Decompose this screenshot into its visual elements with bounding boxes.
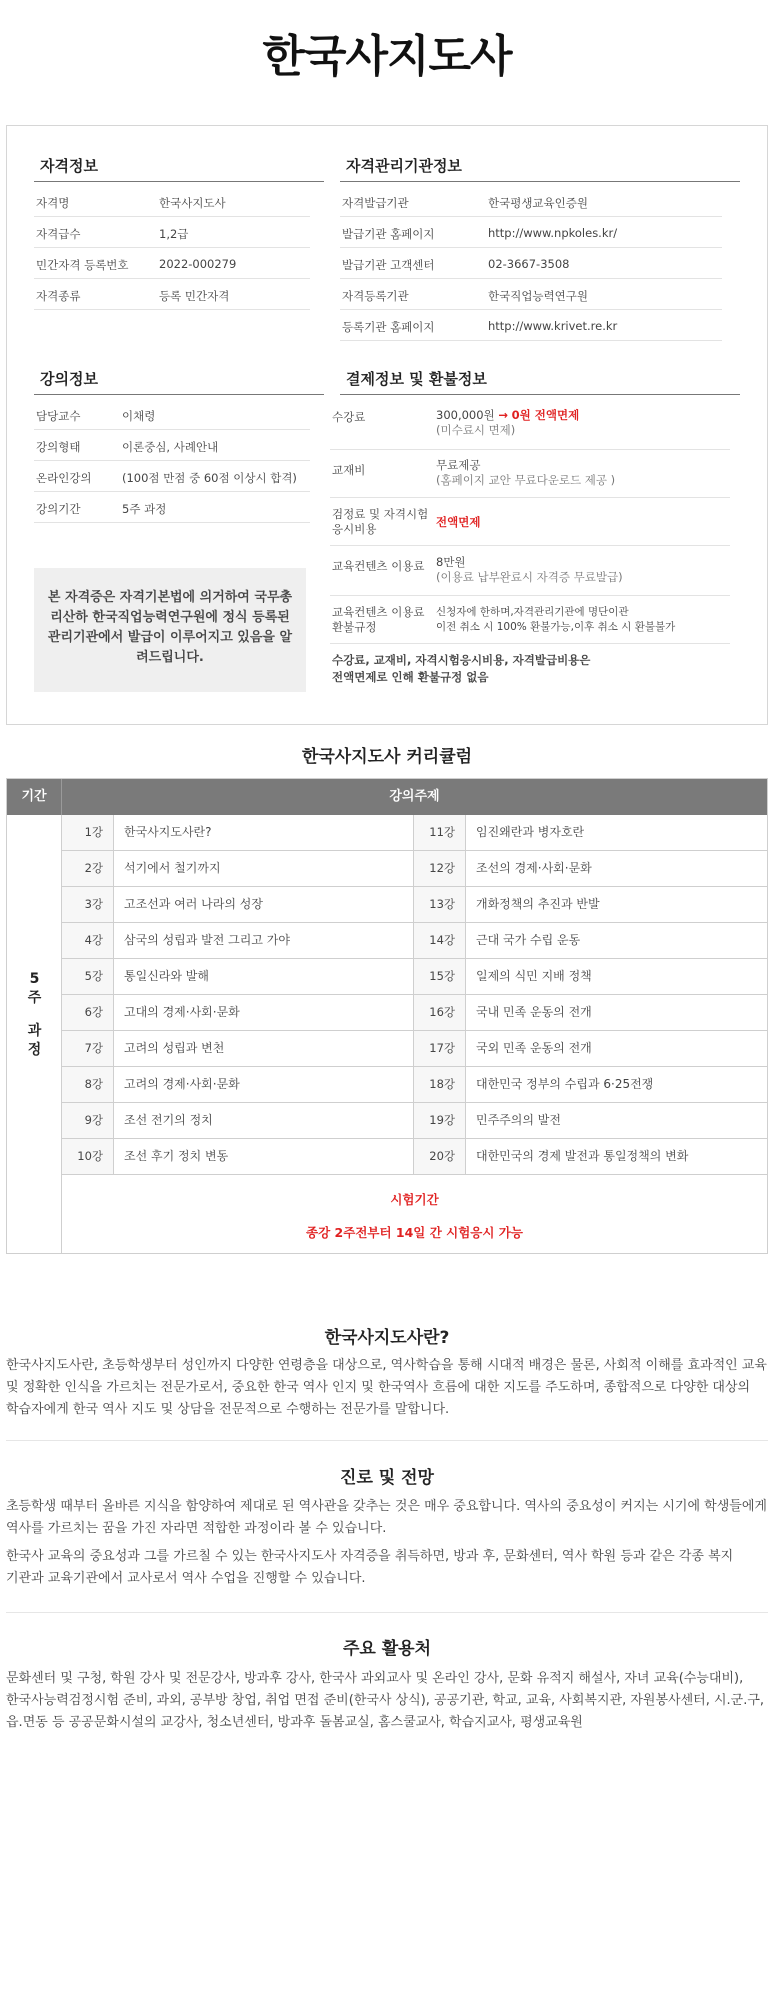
agency-row-registrar-homepage (340, 310, 722, 341)
table-row (62, 923, 767, 959)
exam-period-title: 시험기간 (390, 1192, 439, 1207)
usage-title: 주요 활용처 (342, 1639, 432, 1659)
lecture-number: 16강 (414, 995, 466, 1030)
qualification-value: 한국사지도사 (159, 196, 226, 210)
lecture-number: 17강 (414, 1031, 466, 1066)
section-divider (6, 1440, 768, 1441)
tuition-value (436, 408, 579, 438)
lecture-key: 담당교수 (36, 409, 81, 423)
lecture-number: 4강 (62, 923, 114, 958)
lecture-topic: 임진왜란과 병자호란 (476, 825, 585, 839)
agency-heading: 자격관리기관정보 (346, 157, 462, 175)
lecture-number: 19강 (414, 1103, 466, 1138)
usage-text: 문화센터 및 구청, 학원 강사 및 전문강사, 방과후 강사, 한국사 과외교사 및 온라인 강사, 문화 유적지 해설사, 자녀 교육(수능대비), 한국사능력검정시험 준비, 과외, 공부방 창업, 취업 면접 준비(한국사 상식), 공공기관, 학교, 교육, 사회복지관, 자원봉사센터, 시.군.구,읍.면동 등 공공문화시설의 교강사, 청소년센터, 방과후 돌봄교실, 홈스쿨교사, 학습지교사, 평생교육원 (6, 1671, 765, 1730)
refund-line: 신청자에 한하며,자격관리기관에 명단이관 (436, 606, 629, 618)
career-text-2: 한국사 교육의 중요성과 그를 가르칠 수 있는 한국사지도사 자격증을 취득하면, 방과 후, 문화센터, 역사 학원 등과 같은 각종 복지 기관과 교육기관에서 교사로서 역사 수업을 진행할 수 있습니다. (6, 1549, 734, 1586)
content-note: (이용료 납부완료시 자격증 무료발급) (436, 570, 623, 584)
lecture-number: 15강 (414, 959, 466, 994)
lecture-key: 온라인강의 (36, 471, 92, 485)
agency-row-issuer (340, 186, 722, 217)
table-row (62, 851, 767, 887)
lecture-number: 20강 (414, 1139, 466, 1174)
qualification-key: 자격종류 (36, 289, 81, 303)
exam-key-line: 검정료 및 자격시험 (332, 507, 429, 521)
lecture-number: 18강 (414, 1067, 466, 1102)
period-label: 정 (27, 1042, 42, 1058)
table-row (62, 1031, 767, 1067)
about-title: 한국사지도사란? (324, 1328, 450, 1348)
payment-row-refund (330, 596, 730, 644)
agency-key: 발급기관 홈페이지 (342, 227, 435, 241)
payment-key: 수강료 (332, 410, 366, 424)
lecture-number: 1강 (62, 815, 114, 850)
lecture-number: 9강 (62, 1103, 114, 1138)
table-row (62, 887, 767, 923)
refund-key-line: 교육컨텐츠 이용료 (332, 605, 425, 619)
content-main: 8만원 (436, 555, 466, 569)
lecture-row-online (34, 461, 310, 492)
payment-heading: 결제정보 및 환불정보 (346, 370, 487, 388)
lecture-topic: 조선의 경제·사회·문화 (476, 861, 592, 875)
lecture-topic: 국외 민족 운동의 전개 (476, 1041, 592, 1055)
lecture-topic: 일제의 식민 지배 정책 (476, 969, 592, 983)
agency-key: 발급기관 고객센터 (342, 258, 435, 272)
agency-row-homepage (340, 217, 722, 248)
period-label: 과 (27, 1023, 42, 1039)
lecture-row-period (34, 492, 310, 523)
agency-key: 자격등록기관 (342, 289, 409, 303)
period-number: 5 (29, 971, 40, 987)
exam-value: 전액면제 (436, 515, 481, 529)
career-text-1: 초등학생 때부터 올바른 지식을 함양하여 제대로 된 역사관을 갖추는 것은 매우 중요합니다. 역사의 중요성이 커지는 시기에 학생들에게 역사를 가르치는 꿈을 가진 자라면 적합한 과정이라 볼 수 있습니다. (6, 1499, 767, 1536)
lecture-topic: 국내 민족 운동의 전개 (476, 1005, 592, 1019)
lecture-value: 5주 과정 (122, 502, 167, 516)
lecture-value: (100점 만점 중 60점 이상시 합격) (122, 471, 297, 485)
lecture-topic: 개화정책의 추진과 반발 (476, 897, 600, 911)
refund-line: 이전 취소 시 100% 환불가능,이후 취소 시 환불불가 (436, 621, 676, 633)
material-value (436, 458, 615, 488)
agency-value: 02-3667-3508 (488, 257, 570, 271)
agency-divider (340, 181, 740, 182)
exam-key-line: 응시비용 (332, 522, 377, 536)
lecture-topic: 조선 전기의 정치 (114, 1103, 414, 1138)
lecture-topic: 한국사지도사란? (114, 815, 414, 850)
lecture-number: 12강 (414, 851, 466, 886)
qualification-value: 2022-000279 (159, 257, 237, 271)
table-row (62, 959, 767, 995)
refund-key-line: 환불규정 (332, 620, 377, 634)
qualification-divider (34, 181, 324, 182)
lecture-key: 강의기간 (36, 502, 81, 516)
about-text: 한국사지도사란, 초등학생부터 성인까지 다양한 연령층을 대상으로, 역사학습을 통해 시대적 배경은 물론, 사회적 이해를 효과적인 교육 및 정확한 인식을 가르치는 전문가로서, 중요한 한국 역사 인지 및 한국역사 흐름에 대한 지도를 주도하며, 종합적으로 다양한 대상의 학습자에게 한국 역사 지도 및 상담을 전문적으로 수행하는 전문가를 말합니다. (6, 1358, 767, 1417)
agency-row-phone (340, 248, 722, 279)
table-row (62, 1139, 767, 1175)
tuition-free: 0원 전액면제 (511, 408, 580, 422)
lecture-topic: 석기에서 철기까지 (114, 851, 414, 886)
page-title: 한국사지도사 (262, 31, 512, 82)
agency-row-registrar (340, 279, 722, 310)
lecture-number: 6강 (62, 995, 114, 1030)
payment-divider (340, 394, 740, 395)
section-divider (6, 1612, 768, 1613)
exam-key (332, 507, 428, 537)
payment-row-exam (330, 498, 730, 546)
payment-footer-line: 수강료, 교재비, 자격시험응시비용, 자격발급비용은 (332, 653, 591, 667)
payment-row-content (330, 546, 730, 596)
payment-footer (332, 652, 590, 686)
curriculum-table (6, 778, 768, 1254)
lecture-topic: 대한민국 정부의 수립과 6·25전쟁 (476, 1077, 654, 1091)
lecture-number: 13강 (414, 887, 466, 922)
lecture-number: 2강 (62, 851, 114, 886)
table-row (62, 1067, 767, 1103)
payment-row-tuition (330, 400, 730, 450)
lecture-number: 11강 (414, 815, 466, 850)
qualification-row-type (34, 279, 310, 310)
lecture-topic: 고려의 성립과 변천 (114, 1031, 414, 1066)
exam-period-box (62, 1175, 767, 1253)
lecture-number: 14강 (414, 923, 466, 958)
curriculum-title: 한국사지도사 커리큘럼 (301, 747, 473, 767)
lecture-row-professor (34, 399, 310, 430)
column-header-period: 기간 (7, 779, 62, 815)
refund-value (436, 605, 675, 635)
qualification-key: 민간자격 등록번호 (36, 258, 129, 272)
qualification-key: 자격명 (36, 196, 70, 210)
qualification-heading: 자격정보 (40, 157, 98, 175)
qualification-row-regno (34, 248, 310, 279)
payment-key: 교재비 (332, 463, 366, 477)
lecture-number: 5강 (62, 959, 114, 994)
tuition-price: 300,000원 (436, 408, 495, 422)
exam-period-desc: 종강 2주전부터 14일 간 시험응시 가능 (306, 1225, 523, 1240)
lecture-number: 3강 (62, 887, 114, 922)
lecture-topic: 민주주의의 발전 (476, 1113, 561, 1127)
qualification-row-name (34, 186, 310, 217)
payment-footer-line: 전액면제로 인해 환불규정 없음 (332, 670, 489, 684)
lecture-topic: 고려의 경제·사회·문화 (114, 1067, 414, 1102)
qualification-value: 1,2급 (159, 227, 189, 241)
lecture-topic: 고조선과 여러 나라의 성장 (114, 887, 414, 922)
lecture-topic: 근대 국가 수립 운동 (476, 933, 581, 947)
lecture-topic: 조선 후기 정치 변동 (114, 1139, 414, 1174)
arrow-icon: → (498, 408, 508, 422)
lecture-row-format (34, 430, 310, 461)
table-row (62, 1103, 767, 1139)
certification-notice: 본 자격증은 자격기본법에 의거하여 국무총리산하 한국직업능력연구원에 정식 등록된 관리기관에서 발급이 이루어지고 있음을 알려드립니다. (34, 568, 306, 692)
qualification-value: 등록 민간자격 (159, 289, 230, 303)
lecture-value: 이론중심, 사례안내 (122, 440, 219, 454)
agency-key: 자격발급기관 (342, 196, 409, 210)
lecture-topic: 고대의 경제·사회·문화 (114, 995, 414, 1030)
career-title: 진로 및 전망 (340, 1468, 434, 1488)
payment-key: 교육컨텐츠 이용료 (332, 559, 425, 573)
payment-row-material (330, 450, 730, 498)
content-value (436, 555, 623, 585)
refund-key (332, 605, 425, 635)
agency-value: 한국평생교육인증원 (488, 196, 588, 210)
agency-key: 등록기관 홈페이지 (342, 320, 435, 334)
lecture-number: 10강 (62, 1139, 114, 1174)
lecture-number: 8강 (62, 1067, 114, 1102)
agency-value: 한국직업능력연구원 (488, 289, 588, 303)
lecture-heading: 강의정보 (40, 370, 98, 388)
period-unit: 주 (27, 990, 42, 1006)
lecture-topic: 삼국의 성립과 발전 그리고 가야 (114, 923, 414, 958)
tuition-note: (미수료시 면제) (436, 423, 516, 437)
lecture-number: 7강 (62, 1031, 114, 1066)
period-cell (7, 815, 62, 1253)
qualification-row-grade (34, 217, 310, 248)
table-row (62, 995, 767, 1031)
agency-homepage-link[interactable]: http://www.npkoles.kr/ (488, 226, 618, 240)
lecture-divider (34, 394, 324, 395)
lecture-topic: 통일신라와 발해 (114, 959, 414, 994)
column-header-topic: 강의주제 (62, 779, 767, 815)
registrar-homepage-link[interactable]: http://www.krivet.re.kr (488, 319, 618, 333)
material-main: 무료제공 (436, 458, 481, 472)
qualification-key: 자격급수 (36, 227, 81, 241)
lecture-topic: 대한민국의 경제 발전과 통일정책의 변화 (476, 1149, 689, 1163)
lecture-key: 강의형태 (36, 440, 81, 454)
material-note: (홈페이지 교안 무료다운로드 제공 ) (436, 473, 616, 487)
lecture-value: 이채령 (122, 409, 156, 423)
table-row (62, 815, 767, 851)
